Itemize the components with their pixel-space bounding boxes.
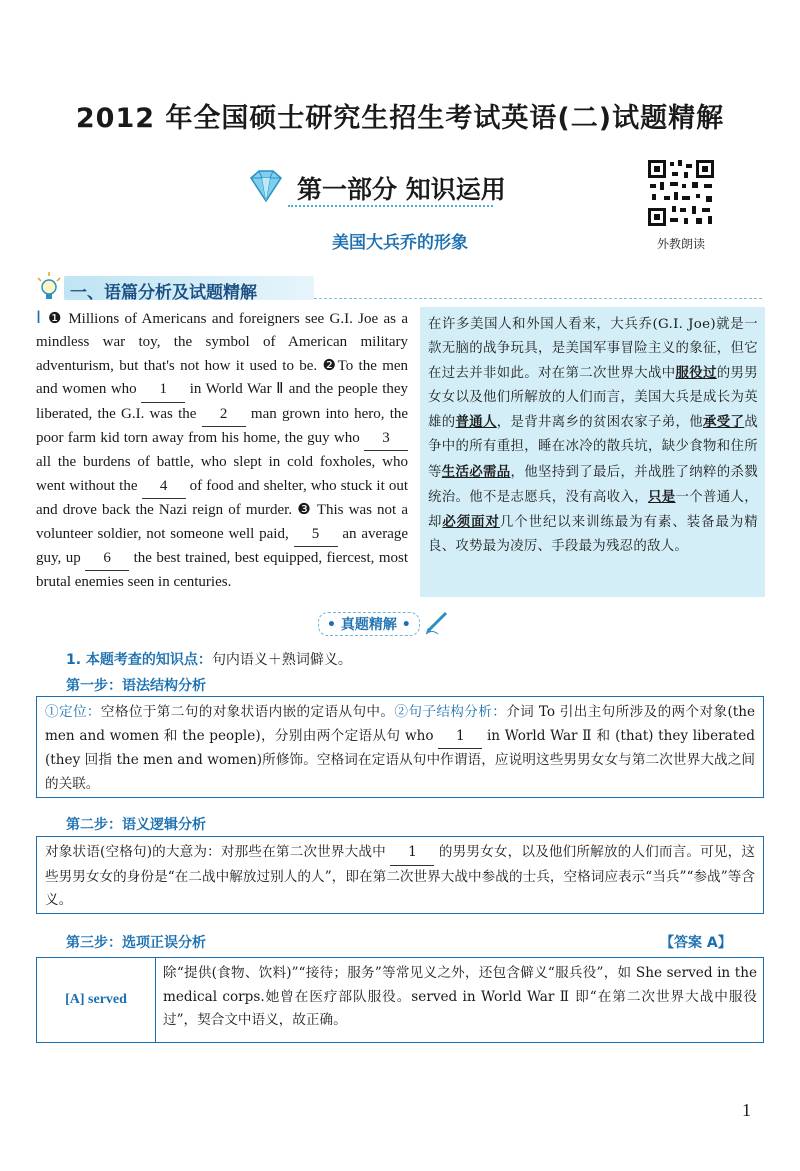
blank-3[interactable]: 3 (364, 427, 408, 451)
lightbulb-icon (36, 272, 62, 306)
sentence-3-part: an average guy, up (36, 525, 409, 567)
sentence-2-part: of food and shelter, who stuck it out and drove back the Nazi reign of murder. (36, 477, 409, 519)
part-header (245, 168, 506, 208)
key-term: 必须面对 (442, 513, 500, 530)
diamond-icon (245, 170, 287, 206)
step-text: 的男男女女，以及他们所解放的人们而言。可见，这些男男女女的身份是“在二战中解放过别人的人”，即在第二次世界大战中参战的士兵，空格词应表示“当兵”“参战”等含义。 (45, 844, 756, 908)
step-highlight: ①定位： (45, 704, 101, 720)
translation-text: ，他坚持到了最后，并战胜了纳粹的杀戮统治。他不是志愿兵，没有高收入， (428, 464, 759, 505)
part-title: 第一部分 知识运用 (297, 175, 506, 204)
option-explanation: 除“提供(食物、饮料)”“接待；服务”等常见义之外，还包含僻义“服兵役”，如 She served in the medical corps.她曾在医疗部队服役。served in World War Ⅱ 即“在第二次世界大战中服役过”，契合文中语义，故正确。 (163, 965, 757, 1028)
option-label: [A] served (37, 958, 156, 1042)
english-passage (36, 306, 408, 595)
step-2-box (36, 836, 764, 914)
option-table (36, 957, 764, 1043)
passage-subtitle: 美国大兵乔的形象 (332, 233, 468, 253)
step-3-title: 第三步：选项正误分析 (66, 935, 206, 951)
chinese-translation (428, 313, 758, 559)
sentence-2-part: all the burdens of battle, who slept in cold foxholes, who went without the (36, 454, 408, 494)
question-text: 句内语义＋熟词僻义。 (211, 652, 352, 668)
step-text: 介词 To 引出主句所涉及的两个对象(the men and women 和 the people)，分别由两个定语从句 who (45, 704, 756, 744)
question-label: 1. 本题考查的知识点： (66, 652, 212, 668)
blank-4[interactable]: 4 (142, 475, 186, 499)
translation-text: 的男男女女以及他们所解放的人们而言，美国大兵是成长为英雄的 (428, 366, 758, 431)
divider (288, 205, 493, 207)
step-1-title: 第一步：语法结构分析 (66, 678, 206, 694)
blank-2[interactable]: 2 (202, 403, 246, 427)
blank-5[interactable]: 5 (294, 523, 338, 547)
key-term: 生活必需品 (441, 463, 511, 480)
divider (314, 298, 762, 299)
key-term: 普通人 (455, 414, 497, 431)
blank-1: 1 (438, 725, 482, 750)
step-1-text (37, 697, 763, 796)
zhenti-header (318, 612, 450, 636)
sentence-number: ❶ (47, 311, 63, 327)
translation-text: 一个普通人，却 (428, 489, 758, 530)
step-text: in World War Ⅱ 和 (that) they liberated (they 回指 the men and women)所修饰。空格词在定语从句中作谓语，应说明这些男男女女与第二次世界大战之间的关联。 (45, 727, 755, 792)
translation-text: ，是背井离乡的贫困农家子弟，他 (496, 415, 704, 431)
paragraph-marker: Ⅰ (36, 308, 43, 327)
sentence-2-part: To the men and women who (36, 357, 409, 398)
question-1-point (66, 649, 352, 669)
section-heading (36, 272, 764, 302)
sentence-number: ❷ (322, 357, 338, 374)
key-term: 服役过 (675, 365, 717, 382)
translation-text: 几个世纪以来训练最为有素、装备最为精良、攻势最为凌厉、手段最为残忍的敌人。 (428, 514, 758, 554)
blank-1: 1 (390, 841, 434, 866)
translation-text: 战争中的所有重担，睡在冰冷的散兵坑，缺少食物和住所等 (428, 415, 759, 480)
qr-label: 外教朗读 (656, 237, 705, 251)
step-1-box (36, 696, 764, 798)
step-2-text (37, 837, 763, 913)
key-term: 承受了 (703, 414, 745, 431)
sentence-2-part: man grown into hero, the poor farm kid torn away from his home, the guy who (36, 405, 409, 447)
step-text: 空格位于第二句的对象状语内嵌的定语从句中。 (100, 704, 395, 720)
section-heading-text: 一、语篇分析及试题精解 (70, 283, 257, 303)
translation-text: 在许多美国人和外国人看来，大兵乔(G.I. Joe)就是一款无脑的战争玩具，是美国军事冒险主义的象征，但它在过去并非如此。对在第二次世界大战中 (428, 317, 758, 382)
sentence-3-part: the best trained, best equipped, fiercest, most brutal enemies seen in centuries. (36, 550, 409, 591)
blank-6[interactable]: 6 (85, 547, 129, 571)
blank-1[interactable]: 1 (141, 378, 185, 402)
key-term: 只是 (648, 488, 676, 505)
step-2-title: 第二步：语义逻辑分析 (66, 817, 206, 833)
sentence-3-part: This was not a volunteer soldier, not someone well paid, (36, 502, 408, 542)
page-title: 2012 年全国硕士研究生招生考试英语(二)试题精解 (75, 103, 725, 134)
qr-code-icon[interactable] (646, 158, 716, 228)
zhenti-label: • 真题精解 • (318, 612, 420, 636)
sentence-number: ❸ (297, 502, 312, 519)
sentence-2-part: in World War Ⅱ and the people they liberated, the G.I. was the (36, 381, 409, 422)
answer-badge: 【答案 A】 (660, 935, 732, 951)
step-text: 对象状语(空格句)的大意为：对那些在第二次世界大战中 (45, 844, 386, 860)
pen-icon (424, 609, 450, 639)
page-number: 1 (742, 1100, 751, 1120)
step-highlight: ②句子结构分析： (394, 704, 507, 720)
sentence-1: Millions of Americans and foreigners see G.I. Joe as a mindless war toy, the symbol of American military adventurism, but that's not how it used to be. (36, 311, 409, 374)
